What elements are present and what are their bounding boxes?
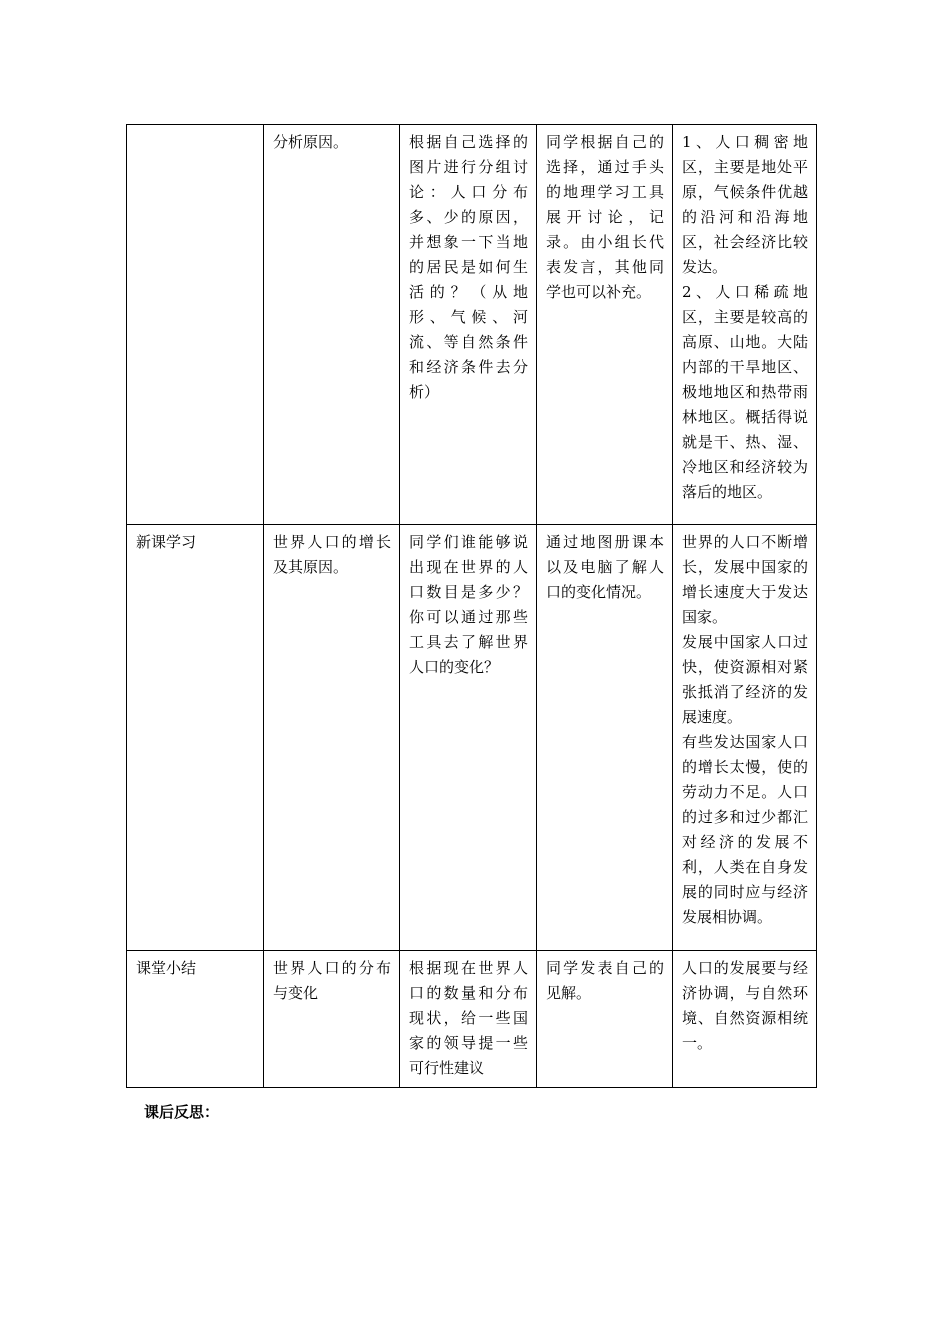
- lesson-plan-table: [126, 124, 817, 1088]
- student-activity-cell: 同学发表自己的见解。: [537, 951, 673, 1088]
- teacher-activity-cell: 根据现在世界人口的数量和分布现状，给一些国家的领导提一些可行性建议: [400, 951, 537, 1088]
- content-cell: 分析原因。: [264, 125, 400, 525]
- notes-cell: [673, 125, 817, 525]
- content-cell: 世界人口的分布与变化: [264, 951, 400, 1088]
- notes-cell: [673, 525, 817, 951]
- table-row: [127, 525, 817, 951]
- teacher-activity-cell: 同学们谁能够说出现在世界的人口数目是多少？你可以通过那些工具去了解世界人口的变化？: [400, 525, 537, 951]
- notes-paragraph: 世界的人口不断增长，发展中国家的增长速度大于发达国家。: [682, 533, 808, 626]
- student-activity-cell: 通过地图册课本以及电脑了解人口的变化情况。: [537, 525, 673, 951]
- notes-paragraph: 有些发达国家人口的增长太慢，使的劳动力不足。人口的过多和过少都汇对经济的发展不利，人类在自身发展的同时应与经济发展相协调。: [682, 733, 808, 926]
- table-row: [127, 951, 817, 1088]
- notes-paragraph: 1、人口稠密地区，主要是地处平原，气候条件优越的沿河和沿海地区，社会经济比较发达。: [682, 133, 808, 276]
- reflection-heading: 课后反思：: [144, 1103, 220, 1121]
- table-row: [127, 125, 817, 525]
- notes-paragraph: 发展中国家人口过快，使资源相对紧张抵消了经济的发展速度。: [682, 633, 808, 726]
- student-activity-cell: 同学根据自己的选择，通过手头的地理学习工具展开讨论，记录。由小组长代表发言，其他同学也可以补充。: [537, 125, 673, 525]
- stage-cell: 课堂小结: [127, 951, 264, 1088]
- teacher-activity-cell: 根据自己选择的图片进行分组讨论：人口分布多、少的原因，并想象一下当地的居民是如何生活的？（从地形、气候、河流、等自然条件和经济条件去分析）: [400, 125, 537, 525]
- notes-cell: [673, 951, 817, 1088]
- notes-paragraph: 人口的发展要与经济协调，与自然环境、自然资源相统一。: [682, 959, 808, 1052]
- content-cell: 世界人口的增长及其原因。: [264, 525, 400, 951]
- stage-cell: 新课学习: [127, 525, 264, 951]
- stage-cell: [127, 125, 264, 525]
- notes-paragraph: 2、人口稀疏地区，主要是较高的高原、山地。大陆内部的干旱地区、极地地区和热带雨林地区。概括得说就是干、热、湿、冷地区和经济较为落后的地区。: [682, 283, 808, 501]
